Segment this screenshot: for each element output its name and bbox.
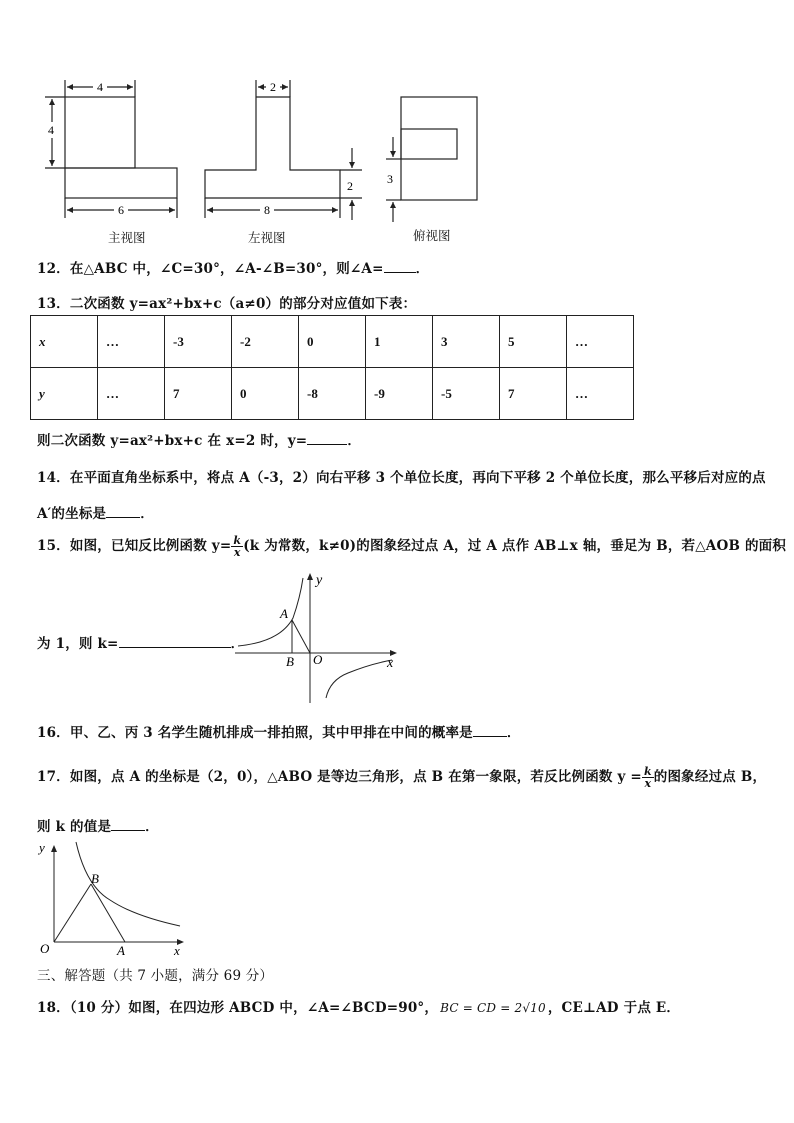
table-cell: y [31, 368, 98, 420]
q17-label-A: A [117, 943, 125, 958]
q13-follow-line [37, 429, 361, 449]
three-views-figure [30, 70, 490, 250]
q15-curve-branch-2 [238, 578, 303, 646]
q17-line2-row [37, 815, 159, 835]
question-17 [37, 765, 766, 789]
q15-frac-den: x [233, 546, 241, 559]
q15-frac-num: k [233, 534, 242, 547]
q17-line2: 则 k 的值是 [37, 819, 112, 835]
q15-label-B: B [286, 654, 294, 669]
q16-number: 16． [37, 725, 70, 741]
q15-curve-branch-4 [326, 660, 392, 698]
q17-end: ． [145, 819, 159, 835]
q13-end: ． [347, 433, 362, 449]
section-3-title: 三、解答题（共 7 小题，满分 69 分） [37, 968, 274, 984]
left-base-height-label: 2 [347, 179, 353, 193]
q15-graph [230, 568, 405, 708]
top-view [386, 97, 477, 222]
table-cell: -3 [165, 316, 232, 368]
q17-frac-den: x [644, 777, 652, 790]
q17-label-x: x [174, 943, 180, 958]
front-height-label: 4 [48, 123, 54, 137]
q15-pre: 如图，已知反比例函数 y= [69, 538, 232, 554]
q18-tail: ，CE⊥AD 于点 E． [547, 1000, 681, 1016]
q15-label-O: O [313, 652, 323, 667]
q15-answer-blank[interactable] [119, 633, 231, 648]
q13-number: 13． [37, 296, 70, 312]
table-row-x [31, 316, 634, 368]
q12-number: 12． [37, 261, 70, 277]
table-cell: -8 [299, 368, 366, 420]
question-16 [37, 721, 521, 741]
question-15 [37, 534, 786, 558]
q15-end: ． [230, 636, 245, 652]
table-cell: 5 [500, 316, 567, 368]
table-cell: 0 [232, 368, 299, 420]
front-view-caption: 主视图 [108, 230, 146, 245]
q17-label-B: B [91, 871, 99, 886]
top-view-caption: 俯视图 [413, 228, 451, 243]
table-row-y [31, 368, 634, 420]
q14-number: 14． [37, 470, 70, 486]
left-base-width-label: 8 [264, 203, 270, 217]
table-cell: … [567, 368, 634, 420]
table-cell: 0 [299, 316, 366, 368]
q17-pre: 如图，点 A 的坐标是（2，0），△ABO 是等边三角形，点 B 在第一象限，若反比例函数 y = [69, 769, 642, 785]
q12-answer-blank[interactable] [384, 258, 416, 273]
question-12 [37, 257, 429, 277]
table-cell: -2 [232, 316, 299, 368]
q12-text: 在△ABC 中，∠C=30°，∠A-∠B=30°，则∠A= [69, 261, 384, 277]
q16-answer-blank[interactable] [473, 722, 507, 737]
q17-label-O: O [40, 941, 50, 956]
q13-follow: 则二次函数 y=ax²+bx+c 在 x=2 时，y= [37, 433, 308, 449]
q14-end: ． [140, 506, 154, 522]
q13-answer-blank[interactable] [307, 430, 347, 445]
table-cell: … [98, 368, 165, 420]
question-14 [37, 466, 766, 486]
table-cell: 7 [500, 368, 567, 420]
q17-frac-num: k [643, 765, 652, 778]
q13-text: 二次函数 y=ax²+bx+c（a≠0）的部分对应值如下表： [69, 296, 417, 312]
q15-label-x: x [387, 656, 394, 671]
q14-line1: 在平面直角坐标系中，将点 A（-3，2）向右平移 3 个单位长度，再向下平移 2 个单位长度，那么平移后对应的点 [69, 470, 766, 486]
table-cell: 1 [366, 316, 433, 368]
q15-line2: 为 1，则 k= [37, 636, 119, 652]
left-view [205, 80, 362, 220]
q16-end: ． [506, 725, 521, 741]
table-cell: -5 [433, 368, 500, 420]
q17-fraction [642, 766, 654, 789]
question-13 [37, 292, 416, 312]
q14-answer-blank[interactable] [106, 503, 140, 518]
front-top-width-label: 4 [97, 80, 103, 94]
q15-post: (k 为常数，k≠0)的图象经过点 A，过 A 点作 AB⊥x 轴，垂足为 B，若△AOB 的面积 [243, 538, 787, 554]
table-cell: -9 [366, 368, 433, 420]
q17-answer-blank[interactable] [111, 816, 145, 831]
value-table [30, 315, 634, 420]
q15-label-A: A [280, 606, 288, 621]
table-cell: … [98, 316, 165, 368]
table-cell: … [567, 316, 634, 368]
q15-fraction [231, 535, 243, 558]
front-base-width-label: 6 [118, 203, 124, 217]
q15-line2-row [37, 632, 244, 652]
table-cell: 3 [433, 316, 500, 368]
q17-label-y: y [39, 840, 45, 855]
q17-number: 17． [37, 769, 70, 785]
q15-number: 15． [37, 538, 70, 554]
q18-number: 18． [37, 1000, 70, 1016]
front-view [45, 80, 177, 218]
left-top-width-label: 2 [270, 80, 276, 94]
question-18 [37, 996, 680, 1016]
q14-line2-row [37, 502, 154, 522]
table-cell: 7 [165, 368, 232, 420]
q17-graph [34, 836, 194, 958]
q12-end: ． [415, 261, 430, 277]
q15-label-y: y [316, 573, 323, 588]
q18-text: （10 分）如图，在四边形 ABCD 中，∠A=∠BCD=90°， [69, 1000, 439, 1016]
q14-line2: A′的坐标是 [37, 506, 107, 522]
left-view-caption: 左视图 [248, 230, 286, 245]
q16-text: 甲、乙、丙 3 名学生随机排成一排拍照，其中甲排在中间的概率是 [69, 725, 473, 741]
top-offset-label: 3 [387, 172, 393, 186]
table-cell: x [31, 316, 98, 368]
q17-post: 的图象经过点 B， [653, 769, 767, 785]
q18-formula: BC = CD = 2√10 [440, 1001, 546, 1015]
